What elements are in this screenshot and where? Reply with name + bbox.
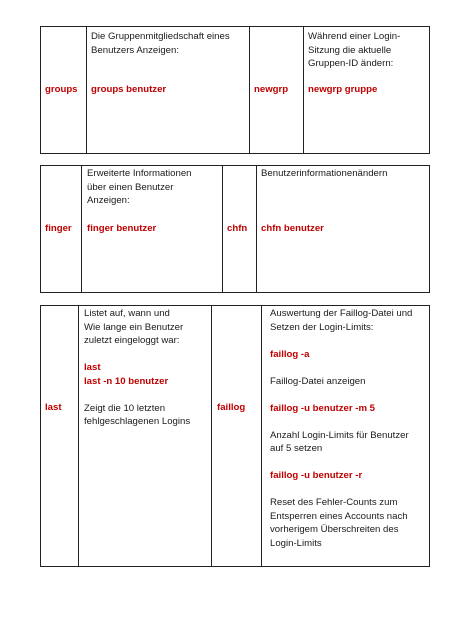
description-line: Sitzung die aktuelle [308,44,392,56]
example-faillog-r: faillog -u benutzer -r [270,470,363,481]
description-line: Während einer Login- [308,31,401,42]
spacer [270,456,412,470]
divider [222,166,223,292]
description-line: Faillog-Datei anzeigen [270,375,366,387]
description-line: Erweiterte Informationen [87,168,192,179]
description-finger [87,167,192,208]
table-finger-chfn [40,165,430,293]
example-faillog-m: faillog -u benutzer -m 5 [270,402,376,414]
command-last: last [45,402,62,413]
spacer [270,334,412,348]
divider [261,306,262,566]
description-line: Wie lange ein Benutzer [84,321,184,333]
description-line: zuletzt eingeloggt war: [84,335,180,346]
description-line: Auswertung der Faillog-Datei und [270,308,413,319]
description-line: Listet auf, wann und [84,308,170,319]
divider [78,306,79,566]
description-line: Anzahl Login-Limits für Benutzer [270,429,409,441]
description-groups [91,30,230,57]
command-faillog: faillog [217,402,246,413]
description-line: Benutzerinformationenändern [261,168,388,179]
description-line: Setzen der Login-Limits: [270,321,374,333]
description-line: vorherigem Überschreiten des [270,524,399,535]
description-newgrp [308,30,400,71]
description-chfn [261,167,387,181]
description-line: fehlgeschlagenen Logins [84,416,191,427]
table-last-faillog [40,305,430,567]
divider [86,27,87,153]
description-line: Login-Limits [270,537,322,549]
spacer [270,388,412,402]
command-groups: groups [45,84,78,95]
example-last-n: last -n 10 benutzer [84,375,169,387]
example-newgrp: newgrp gruppe [308,84,378,95]
description-line: Zeigt die 10 letzten [84,402,166,414]
divider [256,166,257,292]
divider [303,27,304,153]
divider [249,27,250,153]
example-faillog-a: faillog -a [270,348,310,360]
example-chfn: chfn benutzer [261,223,324,234]
description-line: Reset des Fehler-Counts zum [270,497,398,508]
description-line: auf 5 setzen [270,443,323,454]
description-faillog [270,307,412,550]
spacer [270,361,412,375]
command-finger: finger [45,223,72,234]
spacer [84,388,190,402]
description-line: Gruppen-ID ändern: [308,58,394,69]
spacer [84,348,190,362]
spacer [270,415,412,429]
description-line: über einen Benutzer [87,181,174,193]
example-groups: groups benutzer [91,84,167,95]
divider [81,166,82,292]
description-last [84,307,190,429]
description-line: Die Gruppenmitgliedschaft eines [91,31,230,42]
description-line: Anzeigen: [87,195,130,206]
description-line: Benutzers Anzeigen: [91,44,180,56]
table-groups-newgrp [40,26,430,154]
command-chfn: chfn [227,223,248,234]
spacer [270,483,412,497]
example-last: last [84,362,101,373]
divider [211,306,212,566]
command-newgrp: newgrp [254,84,289,95]
description-line: Entsperren eines Accounts nach [270,510,408,522]
example-finger: finger benutzer [87,223,157,234]
